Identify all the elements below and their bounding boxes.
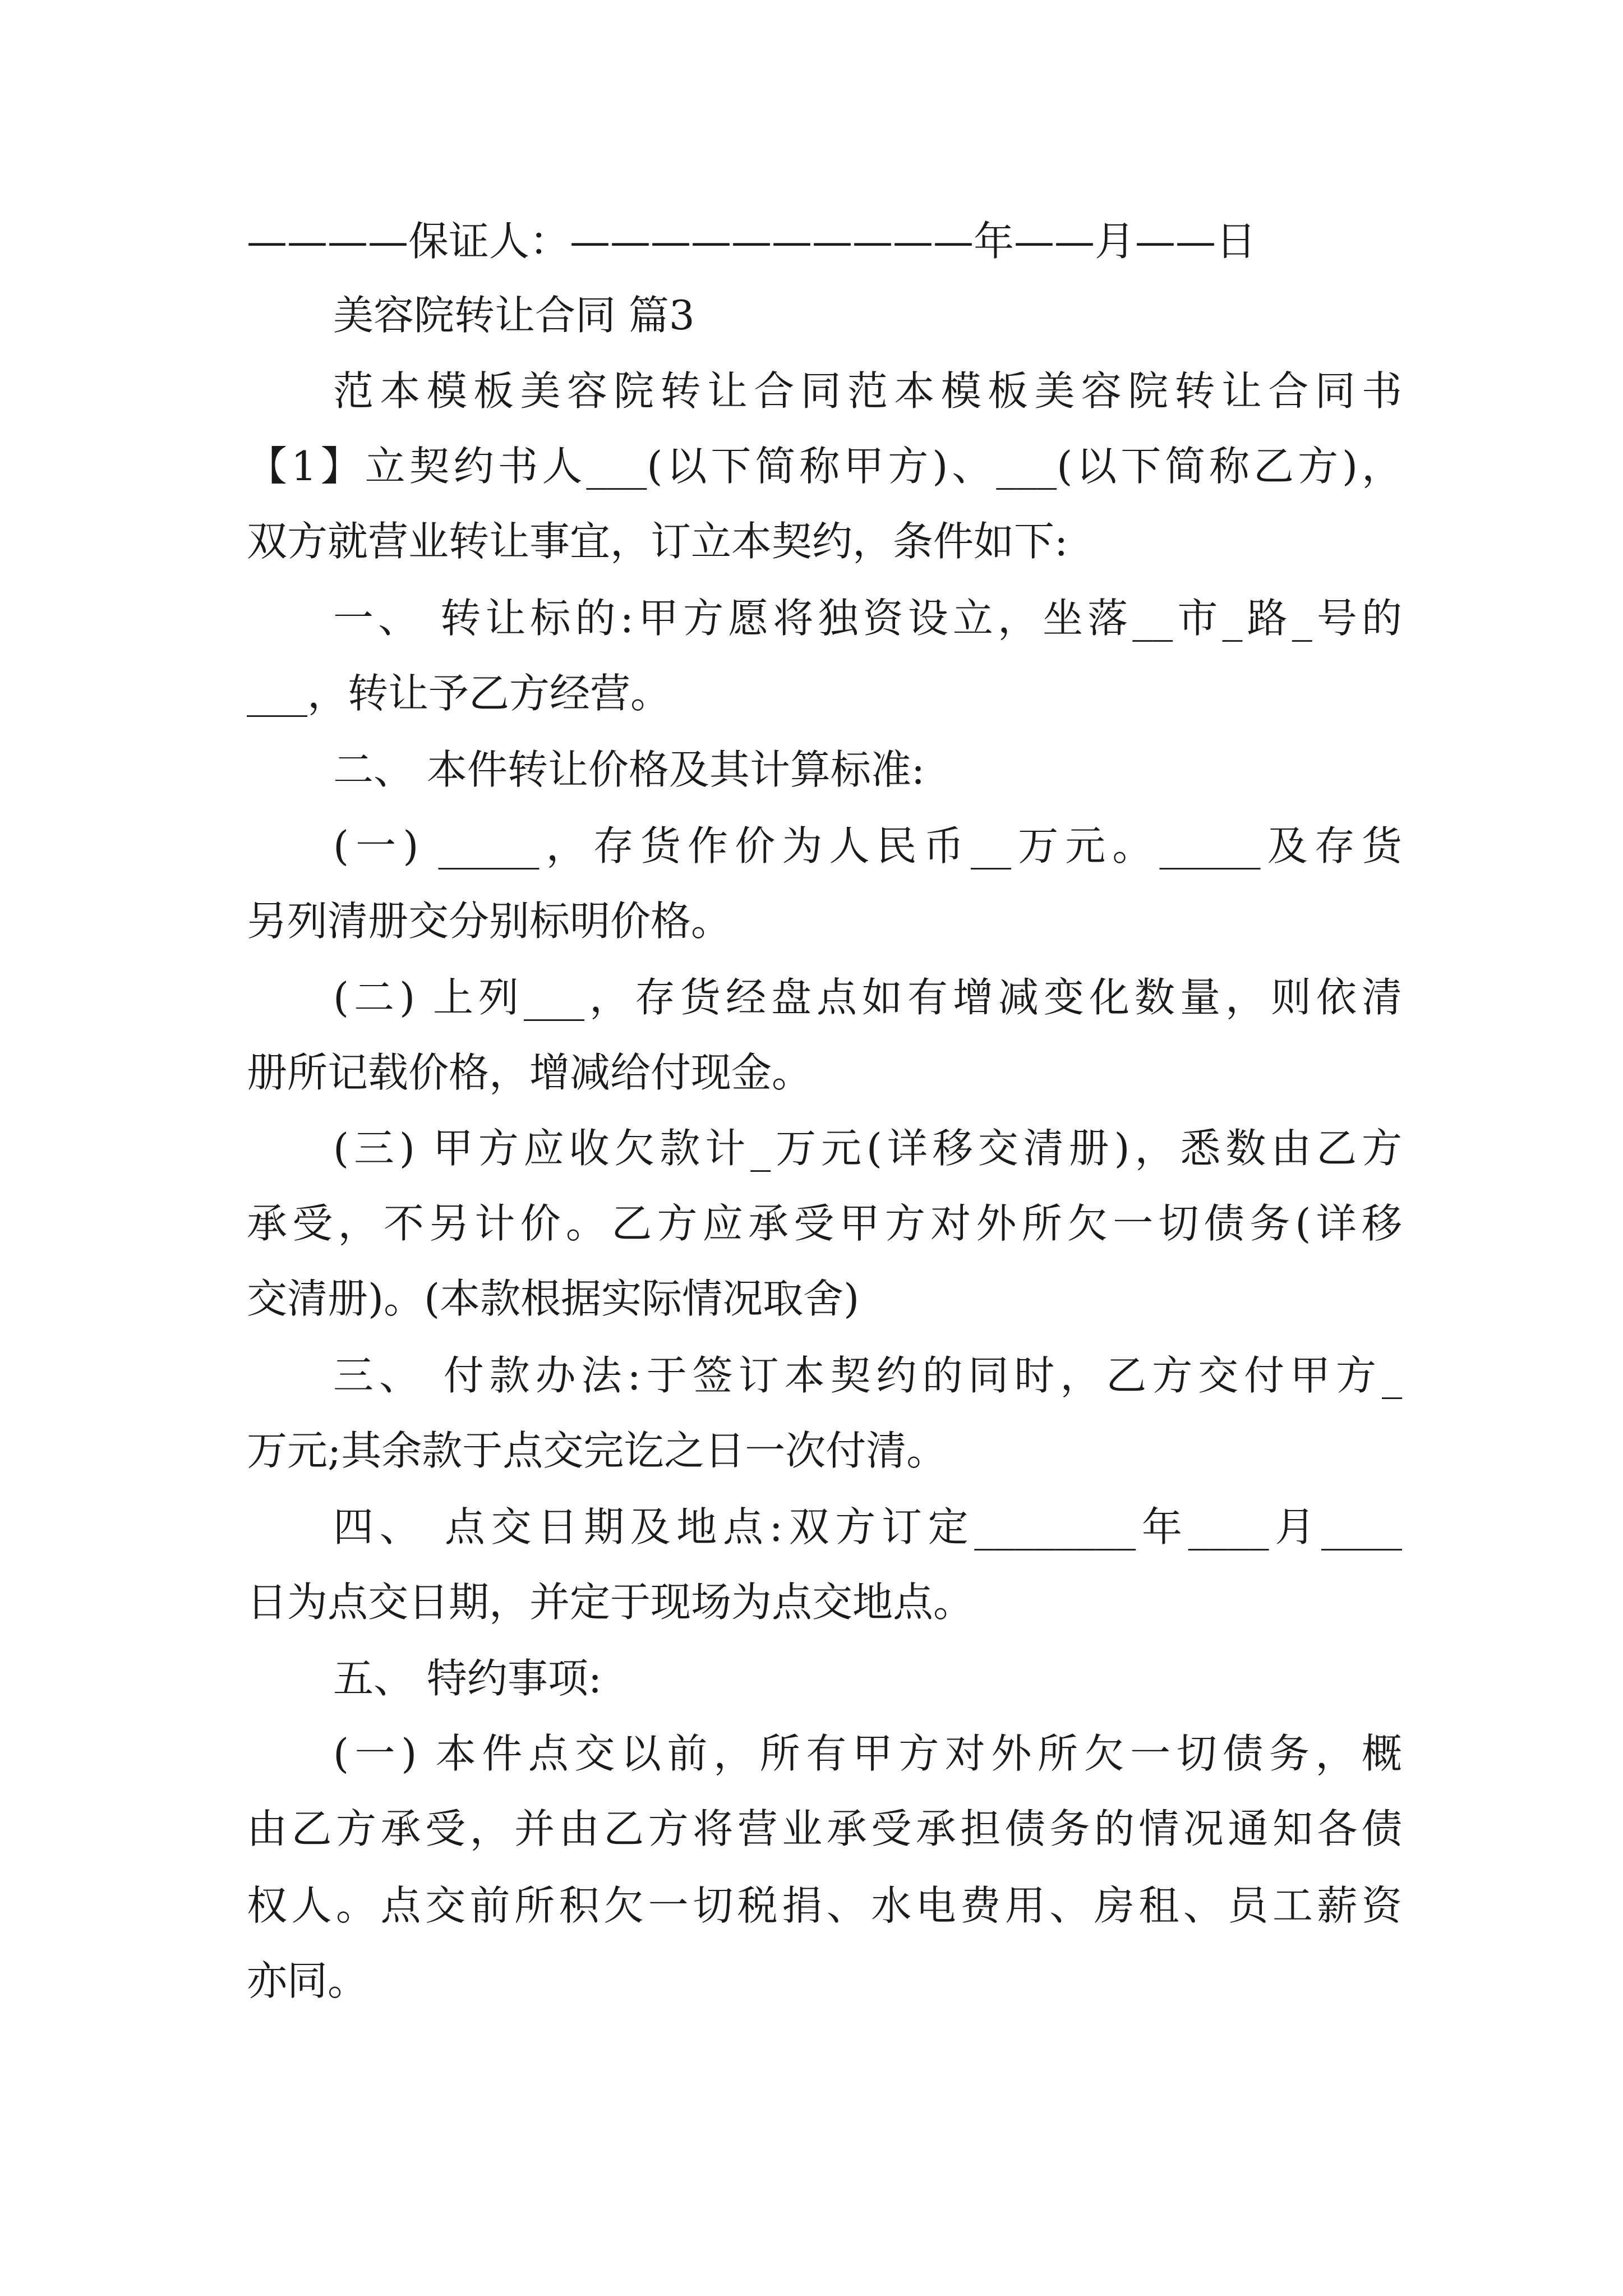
guarantor-signature-line: ————保证人：——————————年——月——日 [247,218,1257,265]
paragraph-line: 亦同。 [247,1957,368,2004]
paragraph-line: 范本模板美容院转让合同范本模板美容院转让合同书 [333,367,1402,415]
paragraph-line: (二) 上列___，存货经盘点如有增减变化数量，则依清 [333,974,1402,1021]
paragraph-line: 【1】立契约书人___(以下简称甲方)、___(以下简称乙方)， [247,443,1402,490]
paragraph-line: 交清册)。(本款根据实际情况取舍) [247,1275,860,1322]
paragraph-line: 承受，不另计价。乙方应承受甲方对外所欠一切债务(详移 [247,1200,1402,1247]
paragraph-line: 双方就营业转让事宜，订立本契约，条件如下: [247,518,1068,565]
paragraph-line: 另列清册交分别标明价格。 [247,898,732,945]
paragraph-line: 万元;其余款于点交完讫之日一次付清。 [247,1427,947,1474]
paragraph-line: 由乙方承受，并由乙方将营业承受承担债务的情况通知各债 [247,1805,1402,1852]
clause-heading-line: 一、 转让标的:甲方愿将独资设立，坐落__市_路_号的 [333,595,1402,642]
paragraph-line: (一) _____，存货作价为人民币__万元。_____及存货 [333,822,1402,869]
clause-heading-line: 五、 特约事项: [333,1655,602,1702]
paragraph-line: 日为点交日期，并定于现场为点交地点。 [247,1579,974,1626]
paragraph-line: (三) 甲方应收欠款计_万元(详移交清册)，悉数由乙方 [333,1125,1402,1172]
paragraph-line: (一) 本件点交以前，所有甲方对外所欠一切债务，概 [333,1730,1402,1777]
section-heading: 美容院转让合同 篇3 [333,292,695,339]
clause-heading-line: 二、 本件转让价格及其计算标准: [333,746,925,793]
clause-heading-line: 三、 付款办法:于签订本契约的同时，乙方交付甲方_ [333,1352,1402,1399]
paragraph-line: 权人。点交前所积欠一切税捐、水电费用、房租、员工薪资 [247,1882,1402,1929]
paragraph-line: ___，转让予乙方经营。 [247,670,671,717]
clause-heading-line: 四、 点交日期及地点:双方订定________年____月____ [333,1503,1402,1550]
paragraph-line: 册所记载价格，增减给付现金。 [247,1049,813,1096]
